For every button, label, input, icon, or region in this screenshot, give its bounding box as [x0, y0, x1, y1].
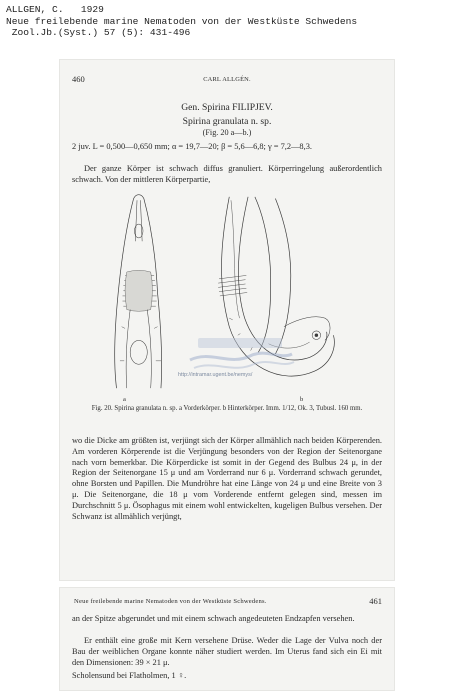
typed-reference [6, 4, 357, 39]
locality-line: Scholensund bei Flatholmen, 1 ♀. [72, 671, 187, 680]
tail-paragraph: an der Spitze abgerundet und mit einem schwach angedeuteten Endzapfen versehen. [72, 614, 355, 623]
page-number: 460 [72, 74, 85, 84]
figure-a-anterior [115, 195, 162, 388]
scanned-page-460 [60, 60, 394, 580]
species-heading: Spirina granulata n. sp. [182, 116, 272, 127]
watermark-url: http://intramar.ugent.be/nemys/ [178, 372, 253, 378]
description-paragraph: Der ganze Körper ist schwach diffus granuliert. Körperringelung außerordentlich schwach. Von der mittleren Körperpartie, [72, 164, 382, 184]
figure-label-b: b [300, 396, 304, 403]
figure-caption: Fig. 20. Spirina granulata n. sp. a Vorderkörper. b Hinterkörper. Imm. 1/12, Ok. 3, Tubusl. 160 mm. [91, 405, 363, 412]
organs-paragraph: Er enthält eine große mit Kern versehene Drüse. Weder die Lage der Vulva noch der Bau der weiblichen Organe konnte näher studiert werden. Im Uterus fand sich ein Ei mit den Dimensionen: 39 × 21 μ. [72, 636, 382, 667]
typed-line-author: ALLGEN, C. 1929 [6, 4, 104, 15]
running-head: CARL ALLGÉN. [203, 76, 251, 83]
running-head-461: Neue freilebende marine Nematoden von der Westküste Schwedens. [74, 598, 267, 605]
measurements-paragraph: 2 juv. L = 0,500—0,650 mm; α = 19,7—20; β = 5,6—6,8; γ = 7,2—8,3. [72, 142, 312, 151]
typed-line-title: Neue freilebende marine Nematoden von der Westküste Schwedens [6, 15, 358, 27]
database-watermark-logo [180, 330, 300, 378]
typed-line-journal: Zool.Jb.(Syst.) 57 (5): 431-496 [6, 27, 191, 38]
scanned-page-461 [60, 588, 394, 690]
figure-label-a: a [123, 396, 126, 403]
genus-heading: Gen. Spirina FILIPJEV. [181, 102, 273, 113]
continuation-paragraph: wo die Dicke am größten ist, verjüngt sich der Körper allmählich nach beiden Körperenden. Am vorderen Körperende ist die Verjüngung besonders von der Region der Seitenorgane nach vorn bemerkbar. Die Körperdicke ist somit in der Gegend des Bulbus 24 μ, in der Region der Seitenorgane 15 μ und am Vorderrand nur 6 μ. Vorderrand schwach gerundet, ohne Borsten und Papillen. Die Mundröhre hat eine Länge von 24 μ und eine Breite von 3 μ. Die Seitenorgane, die 18 μ vom Vorderende entfernt gelegen sind, messen im Durchschnitt 5 μ. Ösophagus mit einem wohl entwickelten, kugeligen Bulbus versehen. Der Schwanz ist allmählich verjüngt, [72, 436, 382, 521]
figure-reference: (Fig. 20 a—b.) [202, 128, 252, 137]
page-number-461: 461 [369, 596, 382, 606]
